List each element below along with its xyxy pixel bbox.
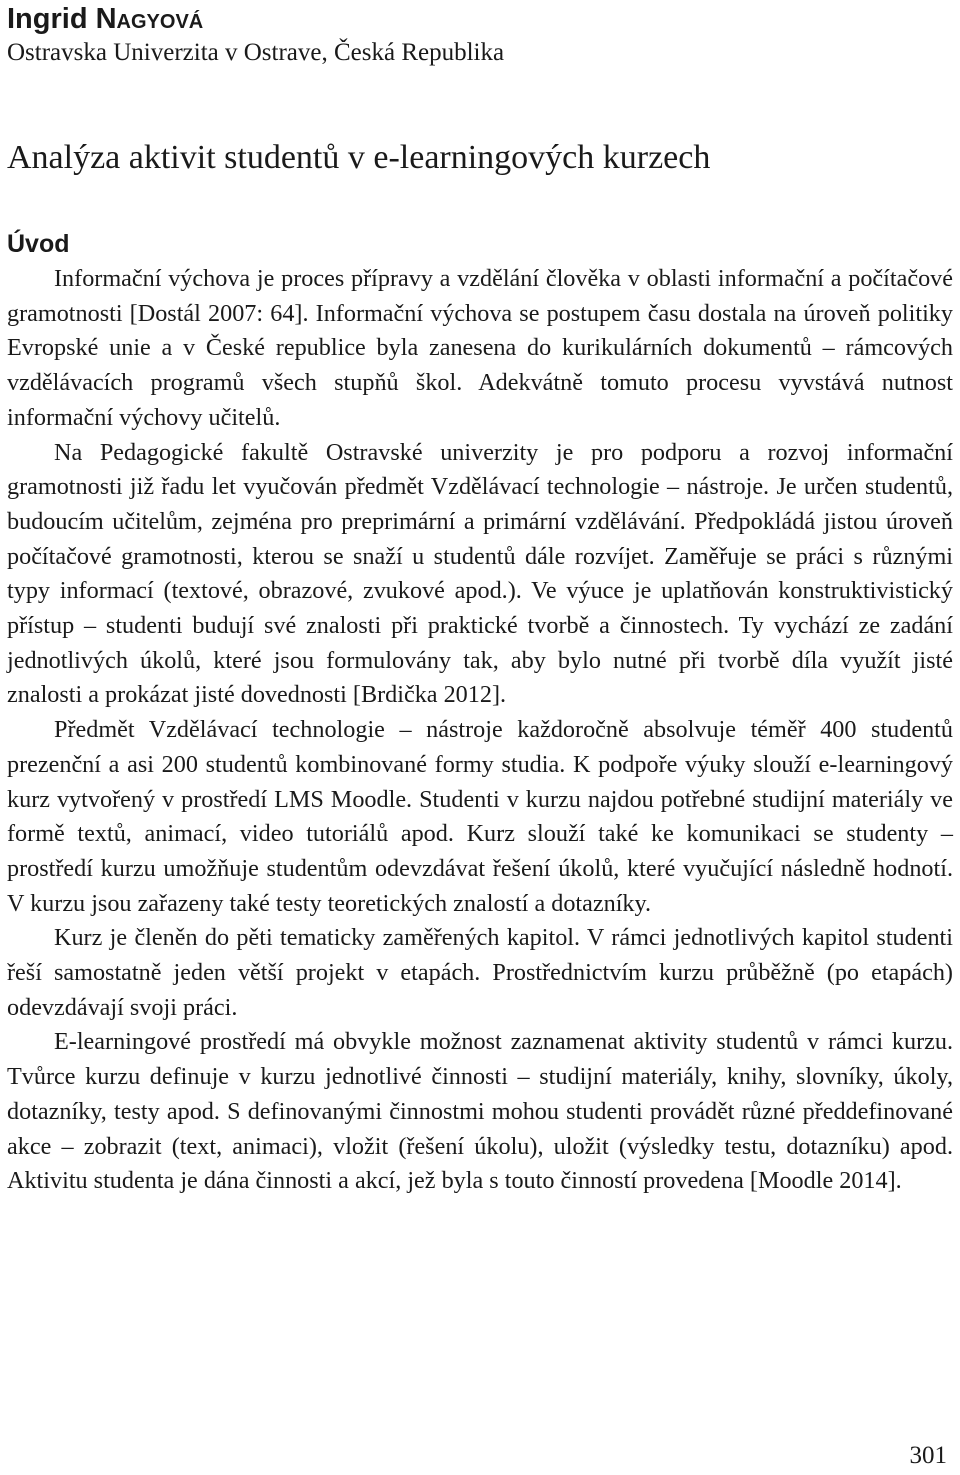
paragraph: E-learningové prostředí má obvykle možnost zaznamenat aktivity studentů v rámci kurzu. Tvůrce kurzu definuje v kurzu jednotlivé činnosti – studijní materiály, knihy, slovníky, úkoly, dotazníky, testy apod. S definovanými činnostmi mohou studenti provádět různé předdefinované akce – zobrazit (text, animaci), vložit (řešení úkolu), uložit (výsledky testu, dotazníku) apod. Aktivitu studenta je dána činnosti a akcí, jež byla s touto činností provedena [Moodle 2014]. <box>7 1028 953 1195</box>
section-heading: Úvod <box>7 230 70 258</box>
paragraph: Kurz je členěn do pěti tematicky zaměřených kapitol. V rámci jednotlivých kapitol studenti řeší samostatně jeden větší projekt v etapách. Prostřednictvím kurzu průběžně (po etapách) odevzdávají svoji práci. <box>7 924 953 1021</box>
author-name <box>7 2 203 36</box>
page-number: 301 <box>909 1442 947 1469</box>
body-text <box>7 262 953 1199</box>
paragraph: Informační výchova je proces přípravy a vzdělání člověka v oblasti informační a počítačové gramotnosti [Dostál 2007: 64]. Informační výchova se postupem času dostala na úroveň politiky Evropské unie a v České republice byla zanesena do kurikulárních dokumentů – rámcových vzdělávacích programů všech stupňů škol. Adekvátně tomuto procesu vyvstává nutnost informační výchovy učitelů. <box>7 265 953 431</box>
author-surname: Nagyová <box>95 3 204 35</box>
paper-title: Analýza aktivit studentů v e-learningových kurzech <box>7 139 711 176</box>
paragraph: Na Pedagogické fakultě Ostravské univerzity je pro podporu a rozvoj informační gramotnosti již řadu let vyučován předmět Vzdělávací technologie – nástroje. Je určen studentů, budoucím učitelům, zejména pro preprimární a primární vzdělávání. Předpokládá jistou úroveň počítačové gramotnosti, kterou se snaží u studentů dále rozvíjet. Zaměřuje se práci s různými typy informací (textové, obrazové, zvukové apod.). Ve výuce je uplatňován konstruktivistický přístup – studenti budují své znalosti při praktické tvorbě a činnostech. Ty vychází ze zadání jednotlivých úkolů, které jsou formulovány tak, aby bylo nutné při tvorbě díla využít jisté znalosti a prokázat jisté dovednosti [Brdička 2012]. <box>7 438 953 709</box>
paragraph: Předmět Vzdělávací technologie – nástroje každoročně absolvuje téměř 400 studentů prezenční a asi 200 studentů kombinované formy studia. K podpoře výuky slouží e-learningový kurz vytvořený v prostředí LMS Moodle. Studenti v kurzu najdou potřebné studijní materiály ve formě textů, animací, video tutoriálů apod. Kurz slouží také ke komunikaci se studenty – prostředí kurzu umožňuje studentům odevzdávat řešení úkolů, které vyučující následně hodnotí. V kurzu jsou zařazeny také testy teoretických znalostí a dotazníky. <box>7 716 953 917</box>
author-affiliation: Ostravska Univerzita v Ostrave, Česká Republika <box>7 39 505 66</box>
author-first-name: Ingrid <box>7 3 88 35</box>
